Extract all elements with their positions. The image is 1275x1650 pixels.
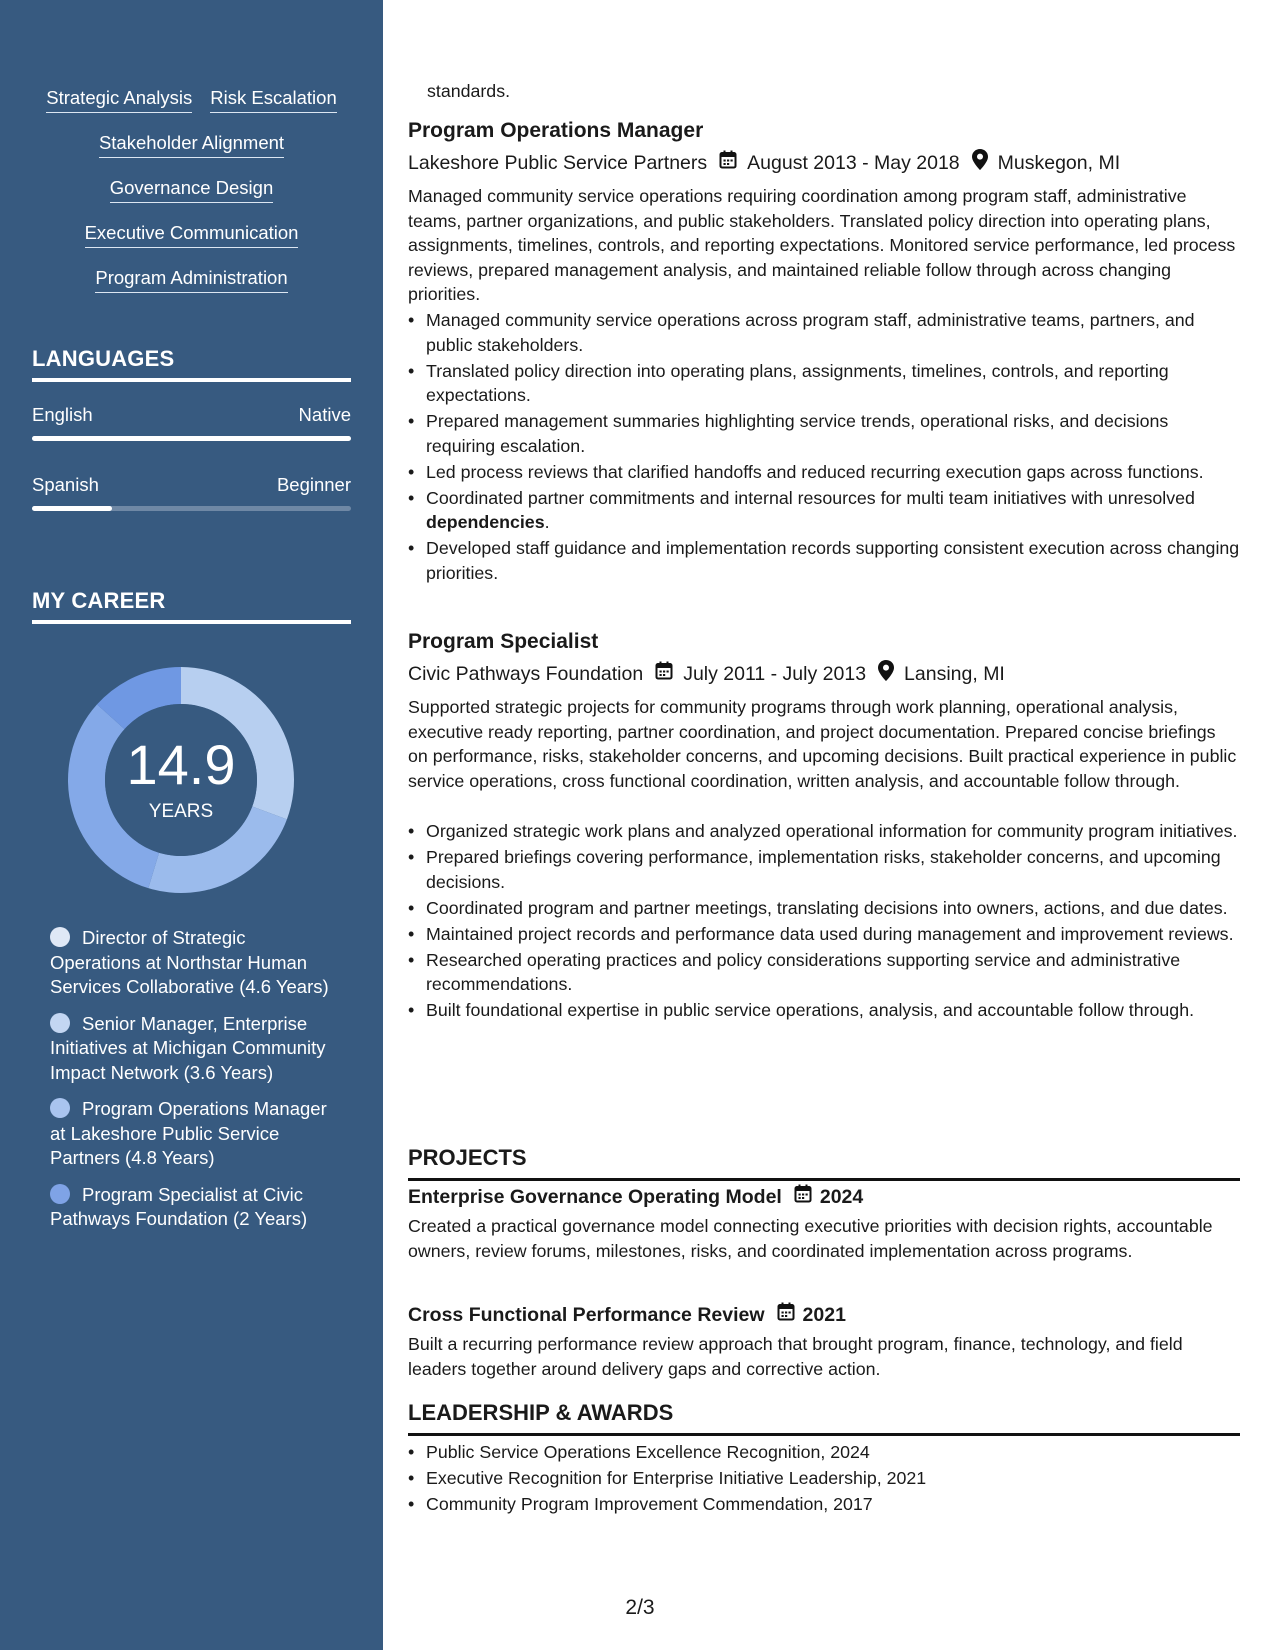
project-title [408, 1184, 863, 1210]
language-bar [32, 436, 351, 441]
calendar-icon [655, 661, 673, 687]
project-name: Enterprise Governance Operating Model [408, 1186, 782, 1208]
career-item [50, 1012, 330, 1086]
job-bullet: • Built foundational expertise in public service operations, analysis, and accountable follow through. [426, 998, 1240, 1023]
calendar-icon [777, 1302, 795, 1328]
job-location: Lansing, MI [904, 663, 1005, 685]
languages-heading: LANGUAGES [32, 346, 351, 382]
job-bullet: • Prepared management summaries highlighting service trends, operational risks, and decisions requiring escalation. [426, 409, 1240, 458]
job-summary: Supported strategic projects for community programs through work planning, operational analysis, executive ready reporting, partner coordination, and project documentation. Prepared concise briefings on performance, risks, stakeholder concerns, and upcoming decisions. Built practical experience in public service operations, cross functional coordination, written analysis, and accountable follow through. [408, 697, 1237, 791]
job-bullet: • Researched operating practices and policy considerations supporting service and administrative recommendations. [426, 948, 1240, 997]
career-list [50, 926, 330, 1244]
job-dates: August 2013 - May 2018 [747, 152, 960, 174]
job-meta [408, 149, 1120, 177]
skill-tag: Executive Communication [85, 221, 299, 248]
language-bar [32, 506, 351, 511]
career-heading: MY CAREER [32, 588, 351, 624]
career-total-unit: YEARS [148, 801, 214, 822]
awards-heading: LEADERSHIP & AWARDS [408, 1400, 1240, 1436]
career-dot [50, 927, 70, 947]
job-bullet: • Prepared briefings covering performance, implementation risks, stakeholder concerns, and upcoming decisions. [426, 845, 1240, 894]
job-bullet: • Maintained project records and performance data used during management and improvement reviews. [426, 922, 1240, 947]
job-company: Lakeshore Public Service Partners [408, 152, 708, 174]
location-pin-icon [878, 660, 894, 688]
job-bullets [408, 819, 1240, 1024]
language-name: Spanish [32, 474, 99, 495]
career-donut-chart [61, 660, 301, 900]
career-dot [50, 1013, 70, 1033]
award-item: • Community Program Improvement Commendation, 2017 [426, 1492, 1240, 1517]
project-year: 2024 [819, 1186, 864, 1208]
career-item-text: Senior Manager, Enterprise Initiatives at Michigan Community Impact Network (3.6 Years) [50, 1012, 326, 1083]
career-item-text: Director of Strategic Operations at Northstar Human Services Collaborative (4.6 Years) [50, 927, 329, 997]
language-level: Native [298, 404, 351, 425]
language-spanish [32, 473, 351, 511]
page-number: 2/3 [625, 1596, 655, 1619]
career-item [50, 1183, 330, 1232]
skill-tag: Program Administration [95, 266, 287, 293]
job-bullet: • Translated policy direction into operating plans, assignments, timelines, controls, and reporting expectations. [426, 359, 1240, 408]
project-description: Created a practical governance model connecting executive priorities with decision rights, accountable owners, review forums, milestones, risks, and coordinated implementation across programs. [408, 1216, 1213, 1261]
skill-tag: Governance Design [110, 176, 274, 203]
project-year: 2021 [802, 1304, 846, 1326]
career-dot [50, 1098, 70, 1118]
location-pin-icon [972, 149, 988, 177]
skill-tag: Stakeholder Alignment [99, 131, 284, 158]
bullet-end: . [544, 512, 550, 532]
job-bullets [408, 308, 1240, 587]
bold-keyword: dependencies [426, 512, 545, 532]
language-level: Beginner [276, 474, 351, 495]
language-bar-fill [32, 436, 351, 441]
career-total-years: 14.9 [126, 733, 236, 796]
job-bullet: • Led process reviews that clarified handoffs and reduced recurring execution gaps across functions. [426, 460, 1240, 485]
language-name: English [32, 404, 93, 425]
calendar-icon [794, 1184, 812, 1210]
language-bar-fill [32, 506, 112, 511]
job-bullet: • Managed community service operations across program staff, administrative teams, partners, and public stakeholders. [426, 308, 1240, 357]
language-english [32, 403, 351, 441]
calendar-icon [719, 150, 737, 176]
skill-tag: Risk Escalation [210, 86, 336, 113]
career-item [50, 926, 330, 1000]
job-bullet: • Coordinated program and partner meetings, translating decisions into owners, actions, and due dates. [426, 896, 1240, 921]
job-meta [408, 660, 1005, 688]
job-company: Civic Pathways Foundation [408, 663, 644, 685]
job-bullet [426, 486, 1240, 535]
projects-heading: PROJECTS [408, 1145, 1240, 1181]
continued-text: standards. [427, 81, 511, 101]
job-summary: Managed community service operations requiring coordination among program staff, administrative teams, partner organizations, and public stakeholders. Translated policy direction into operating plans, assignments, timelines, controls, and reporting expectations. Monitored service performance, led process reviews, prepared management analysis, and maintained reliable follow through across changing priorities. [408, 186, 1236, 304]
job-bullet: • Developed staff guidance and implementation records supporting consistent execution across changing priorities. [426, 536, 1240, 585]
sidebar [0, 0, 383, 1650]
job-title: Program Operations Manager [408, 119, 704, 142]
job-bullet-text: Coordinated partner commitments and internal resources for multi team initiatives with unresolved [426, 487, 1195, 508]
career-item-text: Program Specialist at Civic Pathways Foundation (2 Years) [50, 1183, 308, 1229]
project-description: Built a recurring performance review approach that brought program, finance, technology, and field leaders together around delivery gaps and corrective action. [408, 1334, 1183, 1379]
awards-list [408, 1440, 1240, 1518]
project-title [408, 1302, 846, 1328]
job-bullet: • Organized strategic work plans and analyzed operational information for community program initiatives. [426, 819, 1240, 844]
award-item: • Executive Recognition for Enterprise Initiative Leadership, 2021 [426, 1466, 1240, 1491]
award-item: • Public Service Operations Excellence Recognition, 2024 [426, 1440, 1240, 1465]
job-location: Muskegon, MI [997, 152, 1121, 174]
project-name: Cross Functional Performance Review [408, 1304, 765, 1326]
career-dot [50, 1184, 70, 1204]
job-title: Program Specialist [408, 630, 599, 653]
career-item-text: Program Operations Manager at Lakeshore Public Service Partners (4.8 Years) [50, 1098, 327, 1168]
career-item [50, 1097, 330, 1171]
skill-tag: Strategic Analysis [46, 86, 192, 113]
skills-list [0, 86, 383, 311]
job-dates: July 2011 - July 2013 [683, 663, 867, 685]
